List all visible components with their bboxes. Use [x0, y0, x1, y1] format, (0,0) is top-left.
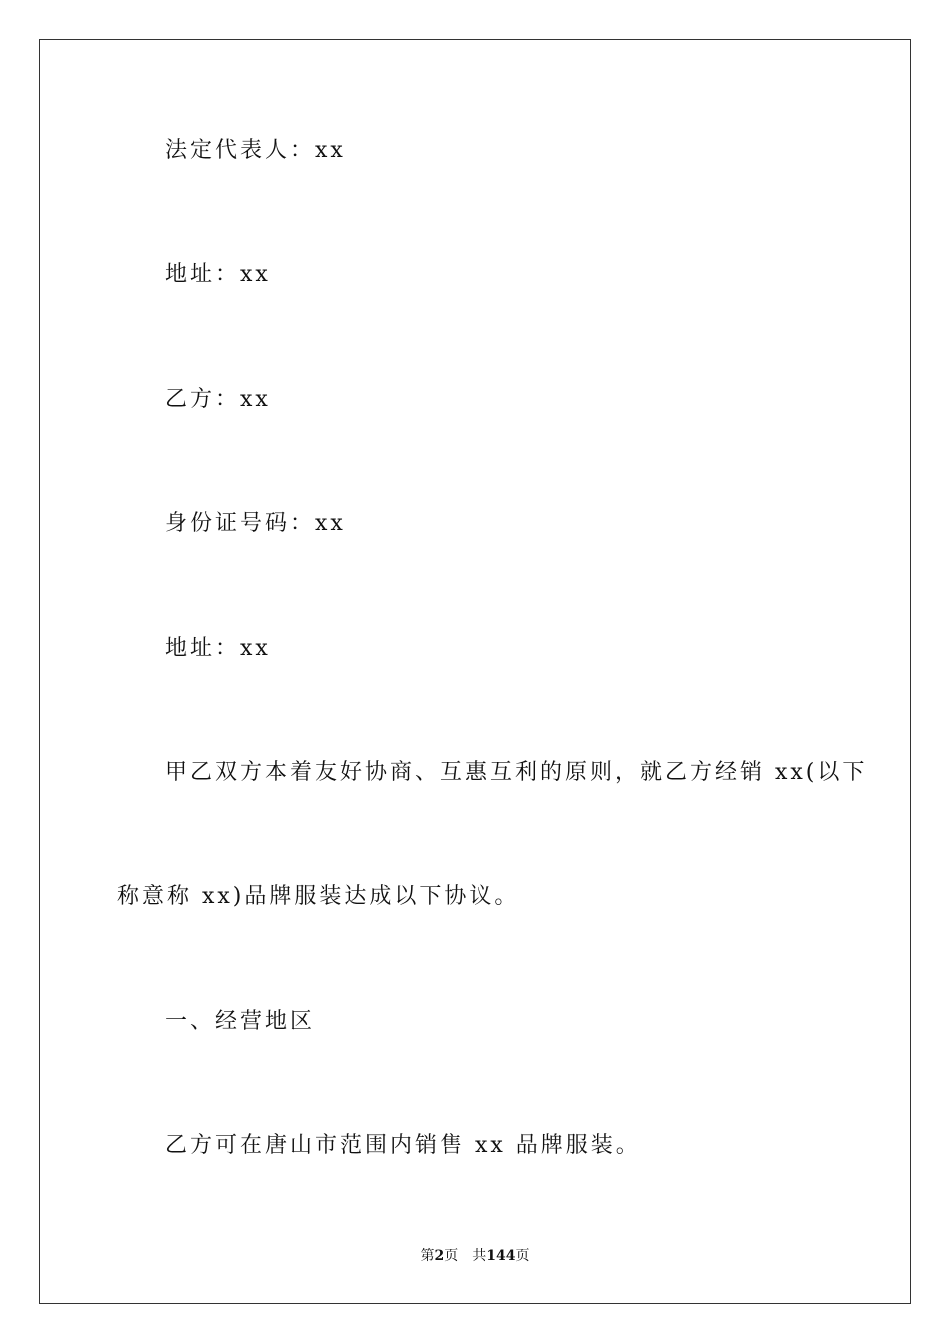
page-footer: [0, 1246, 950, 1266]
footer-page-prefix: 第: [420, 1248, 435, 1264]
footer-total-prefix: 共: [472, 1248, 487, 1264]
page-frame: [39, 39, 911, 1304]
party-b-address-line: 地址：xx: [165, 636, 271, 661]
business-area-text: 乙方可在唐山市范围内销售 xx 品牌服装。: [165, 1133, 641, 1158]
party-a-address-line: 地址：xx: [165, 262, 271, 287]
legal-representative-line: 法定代表人：xx: [165, 138, 346, 163]
agreement-intro-line-1: 甲乙双方本着友好协商、互惠互利的原则，就乙方经销 xx(以下: [165, 760, 868, 785]
section-heading-business-area: 一、经营地区: [165, 1009, 316, 1034]
agreement-intro-line-2: 称意称 xx)品牌服装达成以下协议。: [117, 884, 520, 909]
party-b-line: 乙方：xx: [165, 387, 271, 412]
footer-total-suffix: 页: [515, 1248, 530, 1264]
footer-page-number: 2: [434, 1248, 445, 1264]
id-number-line: 身份证号码：xx: [165, 511, 346, 536]
footer-total-pages: 144: [486, 1248, 516, 1264]
footer-page-suffix: 页: [444, 1248, 459, 1264]
